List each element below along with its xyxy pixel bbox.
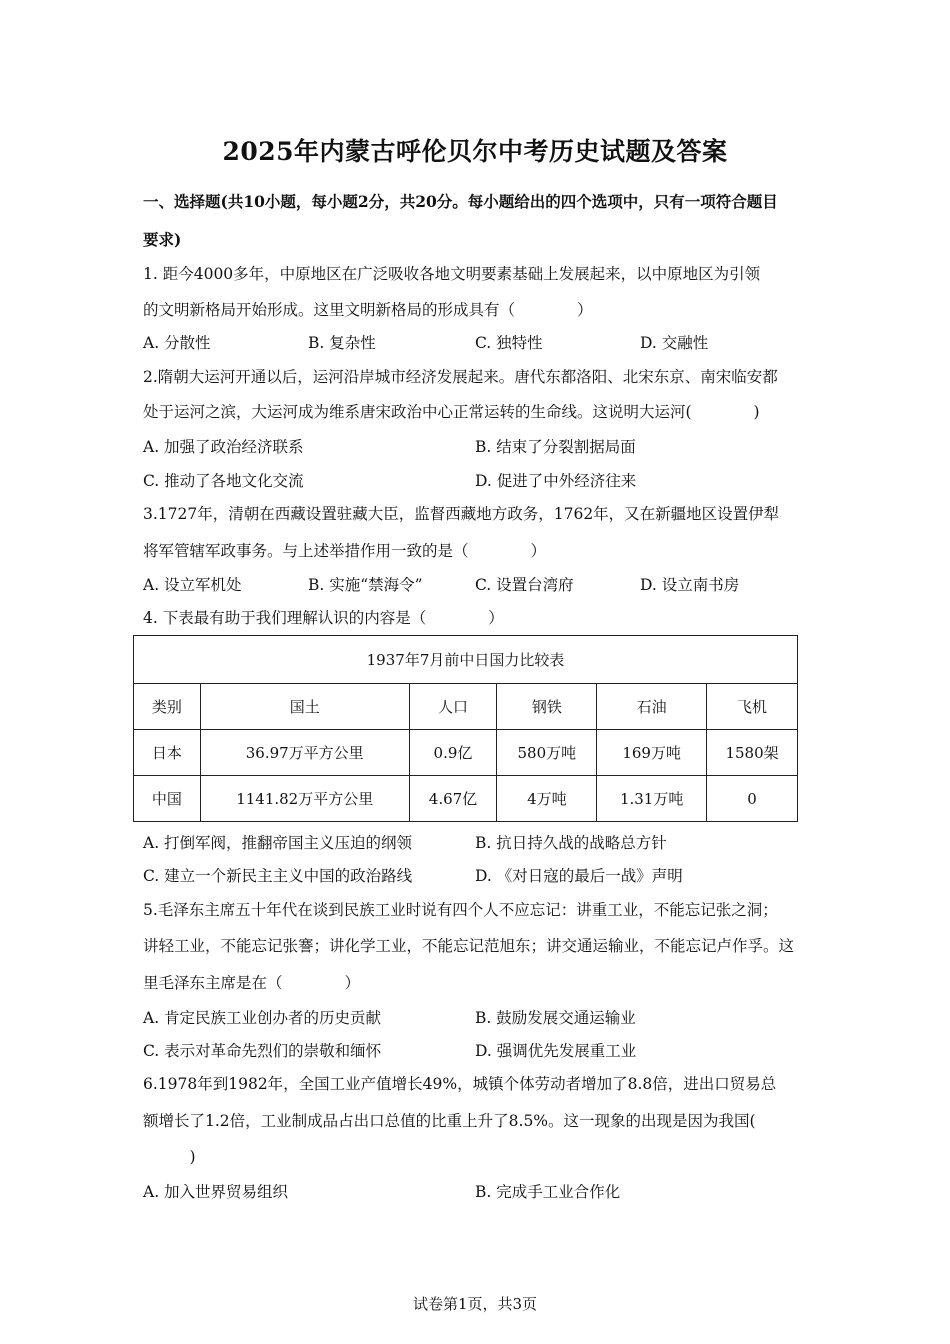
table-cell: 169万吨 <box>597 730 707 776</box>
question-5-option-a: A. 肯定民族工业创办者的历史贡献 <box>143 1009 382 1027</box>
question-3-option-b: B. 实施“禁海令” <box>308 576 423 594</box>
table-header-cell: 人口 <box>409 684 497 730</box>
question-5-option-b: B. 鼓励发展交通运输业 <box>475 1009 636 1027</box>
table-cell: 日本 <box>134 730 201 776</box>
table-cell: 1580架 <box>707 730 798 776</box>
question-2-option-b: B. 结束了分裂割据局面 <box>475 438 636 456</box>
question-4-option-c: C. 建立一个新民主主义中国的政治路线 <box>143 867 413 885</box>
question-1-option-b: B. 复杂性 <box>308 334 376 352</box>
question-6-option-a: A. 加入世界贸易组织 <box>143 1183 289 1201</box>
question-1-option-d: D. 交融性 <box>640 334 709 352</box>
table-row <box>134 776 798 822</box>
question-3-option-c: C. 设置台湾府 <box>475 576 574 594</box>
question-3-stem: 3.1727年，清朝在西藏设置驻藏大臣，监督西藏地方政务，1762年，又在新疆地区设置伊犁 <box>143 505 780 523</box>
question-2-stem-cont: 处于运河之滨，大运河成为维系唐宋政治中心正常运转的生命线。这说明大运河( ) <box>143 403 760 421</box>
question-5-stem: 5.毛泽东主席五十年代在谈到民族工业时说有四个人不应忘记：讲重工业，不能忘记张之洞； <box>143 901 778 919</box>
comparison-table <box>133 635 798 822</box>
table-cell: 1141.82万平方公里 <box>200 776 409 822</box>
question-4-stem: 4. 下表最有助于我们理解认识的内容是（ ） <box>143 609 504 627</box>
page-title: 2025年内蒙古呼伦贝尔中考历史试题及答案 <box>222 137 728 166</box>
question-1-stem: 1. 距今4000多年，中原地区在广泛吸收各地文明要素基础上发展起来，以中原地区为引领 <box>143 265 761 283</box>
table-cell: 36.97万平方公里 <box>200 730 409 776</box>
question-5-option-c: C. 表示对革命先烈们的崇敬和缅怀 <box>143 1042 382 1060</box>
table-header-cell: 钢铁 <box>497 684 597 730</box>
section-heading: 一、选择题(共10小题，每小题2分，共20分。每小题给出的四个选项中，只有一项符合题目 <box>143 192 778 211</box>
question-4-option-d: D. 《对日寇的最后一战》声明 <box>475 867 683 885</box>
question-1-option-a: A. 分散性 <box>143 334 211 352</box>
question-3-option-d: D. 设立南书房 <box>640 576 740 594</box>
question-3-stem-cont: 将军管辖军政事务。与上述举措作用一致的是（ ） <box>143 542 547 560</box>
table-header-cell: 类别 <box>134 684 201 730</box>
question-1-option-c: C. 独特性 <box>475 334 543 352</box>
table-cell: 0 <box>707 776 798 822</box>
table-cell: 0.9亿 <box>409 730 497 776</box>
page-footer: 试卷第1页，共3页 <box>412 1295 538 1313</box>
question-6-option-b: B. 完成手工业合作化 <box>475 1183 621 1201</box>
table-cell: 中国 <box>134 776 201 822</box>
table-header-cell: 石油 <box>597 684 707 730</box>
question-4-option-b: B. 抗日持久战的战略总方针 <box>475 834 667 852</box>
table-caption-row <box>134 636 798 684</box>
question-6-stem-cont: 额增长了1.2倍，工业制成品占出口总值的比重上升了8.5%。这一现象的出现是因为我国( <box>143 1112 756 1130</box>
question-2-option-a: A. 加强了政治经济联系 <box>143 438 304 456</box>
question-5-option-d: D. 强调优先发展重工业 <box>475 1042 637 1060</box>
question-6-stem-cont2: ) <box>143 1148 196 1166</box>
question-2-stem: 2.隋朝大运河开通以后，运河沿岸城市经济发展起来。唐代东都洛阳、北宋东京、南宋临安都 <box>143 368 778 386</box>
question-4-option-a: A. 打倒军阀，推翻帝国主义压迫的纲领 <box>143 834 413 852</box>
question-2-option-d: D. 促进了中外经济往来 <box>475 472 637 490</box>
table-cell: 4.67亿 <box>409 776 497 822</box>
table-cell: 580万吨 <box>497 730 597 776</box>
section-heading-cont: 要求) <box>143 230 182 249</box>
table-header-cell: 国土 <box>200 684 409 730</box>
question-5-stem-cont2: 里毛泽东主席是在（ ） <box>143 974 361 992</box>
question-2-option-c: C. 推动了各地文化交流 <box>143 472 304 490</box>
table-caption: 1937年7月前中日国力比较表 <box>134 636 798 684</box>
question-5-stem-cont: 讲轻工业，不能忘记张謇；讲化学工业，不能忘记范旭东；讲交通运输业，不能忘记卢作孚。这 <box>143 937 795 955</box>
question-1-stem-cont: 的文明新格局开始形成。这里文明新格局的形成具有（ ） <box>143 301 593 319</box>
table-row <box>134 730 798 776</box>
table-cell: 4万吨 <box>497 776 597 822</box>
question-3-option-a: A. 设立军机处 <box>143 576 242 594</box>
table-header-cell: 飞机 <box>707 684 798 730</box>
table-cell: 1.31万吨 <box>597 776 707 822</box>
question-6-stem: 6.1978年到1982年，全国工业产值增长49%，城镇个体劳动者增加了8.8倍，进出口贸易总 <box>143 1075 777 1093</box>
table-header-row <box>134 684 798 730</box>
